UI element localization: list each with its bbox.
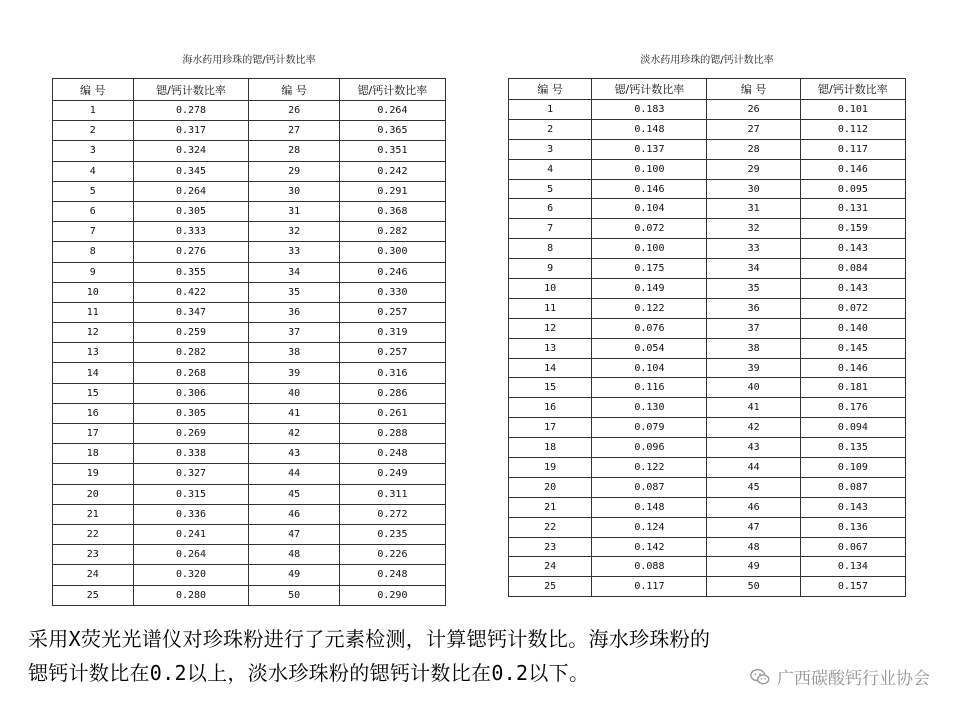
cell-no-left: 23 (53, 545, 134, 565)
cell-ratio-right: 0.235 (339, 524, 445, 544)
cell-ratio-left: 0.422 (133, 282, 249, 302)
cell-ratio-left: 0.338 (133, 444, 249, 464)
cell-ratio-right: 0.290 (339, 585, 445, 605)
table-row (53, 262, 446, 282)
cell-no-left: 21 (53, 504, 134, 524)
cell-ratio-left: 0.124 (592, 517, 707, 537)
table-row (509, 199, 906, 219)
cell-no-left: 23 (509, 537, 592, 557)
cell-no-right: 50 (707, 577, 800, 597)
cell-no-right: 31 (249, 201, 339, 221)
cell-no-right: 46 (249, 504, 339, 524)
cell-ratio-right: 0.248 (339, 565, 445, 585)
table-row (53, 464, 446, 484)
cell-no-right: 48 (707, 537, 800, 557)
cell-ratio-left: 0.137 (592, 139, 707, 159)
wechat-icon (749, 666, 771, 688)
seawater-ratio-table (52, 78, 446, 606)
cell-ratio-right: 0.316 (339, 363, 445, 383)
cell-ratio-left: 0.096 (592, 438, 707, 458)
table-row (53, 161, 446, 181)
cell-no-left: 7 (509, 219, 592, 239)
cell-no-right: 44 (707, 458, 800, 478)
cell-no-right: 30 (707, 179, 800, 199)
cell-ratio-right: 0.288 (339, 424, 445, 444)
cell-ratio-left: 0.305 (133, 201, 249, 221)
caption-line-2: 锶钙计数比在0.2以上，淡水珍珠粉的锶钙计数比在0.2以下。 (28, 661, 590, 685)
header-no-1: 编 号 (509, 79, 592, 100)
cell-no-left: 2 (53, 121, 134, 141)
table-row (53, 504, 446, 524)
table-row (509, 179, 906, 199)
cell-no-right: 27 (707, 119, 800, 139)
cell-ratio-left: 0.076 (592, 318, 707, 338)
cell-ratio-right: 0.136 (800, 517, 905, 537)
cell-ratio-right: 0.368 (339, 201, 445, 221)
cell-ratio-left: 0.117 (592, 577, 707, 597)
cell-no-left: 18 (509, 438, 592, 458)
seawater-table-panel (52, 48, 446, 606)
cell-no-left: 10 (53, 282, 134, 302)
cell-no-left: 3 (509, 139, 592, 159)
cell-ratio-left: 0.175 (592, 259, 707, 279)
seawater-table-title: 海水药用珍珠的锶/钙计数比率 (182, 55, 316, 66)
cell-ratio-right: 0.145 (800, 338, 905, 358)
cell-no-right: 35 (249, 282, 339, 302)
header-no-2: 编 号 (707, 79, 800, 100)
cell-no-right: 43 (707, 438, 800, 458)
cell-ratio-left: 0.100 (592, 239, 707, 259)
cell-ratio-left: 0.315 (133, 484, 249, 504)
cell-no-right: 31 (707, 199, 800, 219)
cell-ratio-right: 0.246 (339, 262, 445, 282)
cell-no-left: 19 (509, 458, 592, 478)
table-row (509, 259, 906, 279)
cell-ratio-left: 0.116 (592, 378, 707, 398)
cell-no-right: 32 (249, 222, 339, 242)
cell-no-left: 13 (509, 338, 592, 358)
table-row (509, 517, 906, 537)
cell-no-left: 19 (53, 464, 134, 484)
cell-no-right: 49 (249, 565, 339, 585)
cell-ratio-right: 0.135 (800, 438, 905, 458)
cell-no-left: 1 (509, 100, 592, 120)
cell-ratio-left: 0.345 (133, 161, 249, 181)
cell-no-left: 25 (53, 585, 134, 605)
table-row (53, 343, 446, 363)
cell-ratio-left: 0.146 (592, 179, 707, 199)
cell-no-right: 47 (707, 517, 800, 537)
cell-no-right: 33 (707, 239, 800, 259)
table-row (53, 121, 446, 141)
cell-no-left: 6 (53, 201, 134, 221)
cell-no-right: 28 (707, 139, 800, 159)
header-no-2: 编 号 (249, 79, 339, 101)
cell-ratio-right: 0.143 (800, 239, 905, 259)
cell-no-right: 33 (249, 242, 339, 262)
cell-no-right: 32 (707, 219, 800, 239)
table-row (509, 458, 906, 478)
freshwater-table-title: 淡水药用珍珠的锶/钙计数比率 (640, 55, 774, 66)
cell-ratio-right: 0.094 (800, 418, 905, 438)
cell-no-right: 42 (707, 418, 800, 438)
table-row (509, 100, 906, 120)
table-row (53, 282, 446, 302)
cell-no-left: 17 (53, 424, 134, 444)
cell-no-left: 12 (509, 318, 592, 338)
cell-no-right: 36 (249, 302, 339, 322)
cell-ratio-right: 0.264 (339, 101, 445, 121)
cell-no-right: 34 (249, 262, 339, 282)
table-row (53, 323, 446, 343)
cell-ratio-left: 0.087 (592, 477, 707, 497)
table-row (53, 524, 446, 544)
cell-ratio-right: 0.330 (339, 282, 445, 302)
cell-no-left: 22 (509, 517, 592, 537)
freshwater-table-panel (508, 48, 906, 597)
cell-no-right: 49 (707, 557, 800, 577)
table-row (509, 318, 906, 338)
cell-no-right: 48 (249, 545, 339, 565)
cell-ratio-right: 0.282 (339, 222, 445, 242)
table-row (53, 424, 446, 444)
cell-ratio-right: 0.226 (339, 545, 445, 565)
cell-ratio-left: 0.333 (133, 222, 249, 242)
table-row (509, 418, 906, 438)
cell-ratio-right: 0.109 (800, 458, 905, 478)
cell-no-left: 6 (509, 199, 592, 219)
table-row (53, 302, 446, 322)
cell-no-left: 18 (53, 444, 134, 464)
cell-ratio-left: 0.305 (133, 403, 249, 423)
cell-ratio-right: 0.112 (800, 119, 905, 139)
cell-ratio-right: 0.101 (800, 100, 905, 120)
cell-no-left: 13 (53, 343, 134, 363)
cell-ratio-right: 0.134 (800, 557, 905, 577)
table-row (509, 119, 906, 139)
cell-no-right: 39 (707, 358, 800, 378)
cell-ratio-right: 0.261 (339, 403, 445, 423)
cell-no-left: 24 (509, 557, 592, 577)
cell-no-right: 30 (249, 181, 339, 201)
cell-ratio-left: 0.324 (133, 141, 249, 161)
table-header-row (509, 79, 906, 100)
cell-ratio-left: 0.088 (592, 557, 707, 577)
cell-ratio-right: 0.286 (339, 383, 445, 403)
cell-no-left: 8 (53, 242, 134, 262)
cell-ratio-left: 0.100 (592, 159, 707, 179)
cell-no-right: 40 (249, 383, 339, 403)
table-row (509, 159, 906, 179)
watermark (749, 664, 930, 689)
cell-ratio-left: 0.264 (133, 545, 249, 565)
cell-ratio-left: 0.104 (592, 358, 707, 378)
cell-no-left: 2 (509, 119, 592, 139)
cell-ratio-left: 0.306 (133, 383, 249, 403)
header-ratio-2: 锶/钙计数比率 (800, 79, 905, 100)
cell-ratio-left: 0.148 (592, 119, 707, 139)
cell-no-right: 28 (249, 141, 339, 161)
watermark-text: 广西碳酸钙行业协会 (777, 669, 930, 689)
table-row (509, 219, 906, 239)
cell-no-left: 21 (509, 497, 592, 517)
cell-no-right: 46 (707, 497, 800, 517)
table-row (53, 444, 446, 464)
header-ratio-1: 锶/钙计数比率 (592, 79, 707, 100)
cell-no-left: 5 (509, 179, 592, 199)
cell-no-left: 22 (53, 524, 134, 544)
cell-no-left: 10 (509, 279, 592, 299)
cell-ratio-left: 0.317 (133, 121, 249, 141)
header-no-1: 编 号 (53, 79, 134, 101)
cell-no-left: 1 (53, 101, 134, 121)
cell-ratio-left: 0.347 (133, 302, 249, 322)
table-row (509, 438, 906, 458)
cell-no-right: 36 (707, 298, 800, 318)
cell-ratio-left: 0.130 (592, 398, 707, 418)
cell-no-right: 37 (707, 318, 800, 338)
cell-no-left: 15 (509, 378, 592, 398)
cell-no-right: 26 (707, 100, 800, 120)
cell-no-right: 41 (249, 403, 339, 423)
cell-no-right: 27 (249, 121, 339, 141)
table-row (509, 338, 906, 358)
cell-no-right: 45 (249, 484, 339, 504)
cell-ratio-right: 0.131 (800, 199, 905, 219)
table-row (53, 565, 446, 585)
cell-ratio-left: 0.320 (133, 565, 249, 585)
cell-no-right: 38 (249, 343, 339, 363)
cell-no-left: 9 (509, 259, 592, 279)
table-row (53, 201, 446, 221)
cell-no-right: 29 (707, 159, 800, 179)
table-row (53, 181, 446, 201)
cell-ratio-left: 0.072 (592, 219, 707, 239)
cell-ratio-right: 0.143 (800, 279, 905, 299)
cell-no-left: 8 (509, 239, 592, 259)
cell-ratio-left: 0.122 (592, 458, 707, 478)
cell-ratio-right: 0.249 (339, 464, 445, 484)
cell-ratio-right: 0.291 (339, 181, 445, 201)
cell-ratio-left: 0.268 (133, 363, 249, 383)
table-row (53, 585, 446, 605)
header-ratio-2: 锶/钙计数比率 (339, 79, 445, 101)
table-row (53, 484, 446, 504)
cell-no-right: 34 (707, 259, 800, 279)
cell-ratio-left: 0.269 (133, 424, 249, 444)
cell-no-right: 44 (249, 464, 339, 484)
cell-no-left: 11 (53, 302, 134, 322)
cell-ratio-right: 0.272 (339, 504, 445, 524)
cell-ratio-left: 0.148 (592, 497, 707, 517)
table-row (509, 477, 906, 497)
cell-no-right: 37 (249, 323, 339, 343)
cell-no-left: 14 (53, 363, 134, 383)
table-row (509, 577, 906, 597)
cell-ratio-right: 0.087 (800, 477, 905, 497)
cell-no-left: 4 (509, 159, 592, 179)
cell-no-left: 12 (53, 323, 134, 343)
table-row (509, 557, 906, 577)
cell-ratio-right: 0.311 (339, 484, 445, 504)
cell-no-left: 16 (509, 398, 592, 418)
cell-ratio-left: 0.079 (592, 418, 707, 438)
cell-ratio-right: 0.248 (339, 444, 445, 464)
cell-ratio-right: 0.143 (800, 497, 905, 517)
table-row (509, 279, 906, 299)
table-row (53, 141, 446, 161)
cell-no-right: 29 (249, 161, 339, 181)
table-row (53, 222, 446, 242)
table-row (509, 239, 906, 259)
table-row (509, 398, 906, 418)
table-row (509, 497, 906, 517)
cell-ratio-left: 0.183 (592, 100, 707, 120)
cell-ratio-right: 0.157 (800, 577, 905, 597)
cell-ratio-right: 0.319 (339, 323, 445, 343)
table-header-row (53, 79, 446, 101)
cell-ratio-right: 0.159 (800, 219, 905, 239)
cell-ratio-left: 0.327 (133, 464, 249, 484)
cell-ratio-left: 0.336 (133, 504, 249, 524)
cell-ratio-right: 0.072 (800, 298, 905, 318)
table-row (53, 403, 446, 423)
cell-ratio-left: 0.276 (133, 242, 249, 262)
cell-no-right: 45 (707, 477, 800, 497)
cell-ratio-left: 0.278 (133, 101, 249, 121)
cell-no-left: 24 (53, 565, 134, 585)
cell-no-left: 11 (509, 298, 592, 318)
cell-no-left: 25 (509, 577, 592, 597)
cell-ratio-left: 0.264 (133, 181, 249, 201)
cell-ratio-left: 0.149 (592, 279, 707, 299)
cell-ratio-left: 0.259 (133, 323, 249, 343)
cell-ratio-right: 0.181 (800, 378, 905, 398)
cell-no-right: 42 (249, 424, 339, 444)
cell-no-right: 47 (249, 524, 339, 544)
cell-ratio-left: 0.142 (592, 537, 707, 557)
table-row (53, 101, 446, 121)
cell-ratio-left: 0.355 (133, 262, 249, 282)
cell-no-left: 9 (53, 262, 134, 282)
table-row (509, 378, 906, 398)
cell-ratio-right: 0.140 (800, 318, 905, 338)
cell-ratio-left: 0.280 (133, 585, 249, 605)
cell-no-right: 26 (249, 101, 339, 121)
cell-no-left: 16 (53, 403, 134, 423)
cell-no-left: 15 (53, 383, 134, 403)
table-row (53, 363, 446, 383)
cell-ratio-right: 0.351 (339, 141, 445, 161)
table-row (509, 358, 906, 378)
table-row (509, 298, 906, 318)
cell-ratio-right: 0.146 (800, 159, 905, 179)
cell-ratio-left: 0.104 (592, 199, 707, 219)
freshwater-ratio-table (508, 78, 906, 597)
cell-no-right: 40 (707, 378, 800, 398)
cell-ratio-right: 0.146 (800, 358, 905, 378)
cell-no-right: 38 (707, 338, 800, 358)
cell-no-right: 43 (249, 444, 339, 464)
cell-ratio-left: 0.282 (133, 343, 249, 363)
cell-no-left: 5 (53, 181, 134, 201)
cell-no-left: 4 (53, 161, 134, 181)
caption-line-1: 采用X荧光光谱仪对珍珠粉进行了元素检测，计算锶钙计数比。海水珍珠粉的 (28, 627, 711, 651)
cell-ratio-right: 0.300 (339, 242, 445, 262)
cell-ratio-right: 0.117 (800, 139, 905, 159)
table-row (53, 383, 446, 403)
cell-ratio-right: 0.084 (800, 259, 905, 279)
cell-ratio-right: 0.242 (339, 161, 445, 181)
cell-ratio-left: 0.241 (133, 524, 249, 544)
cell-no-left: 3 (53, 141, 134, 161)
cell-ratio-left: 0.122 (592, 298, 707, 318)
cell-no-right: 35 (707, 279, 800, 299)
cell-ratio-right: 0.095 (800, 179, 905, 199)
cell-no-left: 20 (53, 484, 134, 504)
cell-no-left: 14 (509, 358, 592, 378)
cell-ratio-right: 0.257 (339, 302, 445, 322)
table-row (53, 545, 446, 565)
table-row (509, 139, 906, 159)
cell-no-right: 39 (249, 363, 339, 383)
table-row (509, 537, 906, 557)
table-row (53, 242, 446, 262)
cell-ratio-right: 0.365 (339, 121, 445, 141)
cell-ratio-right: 0.067 (800, 537, 905, 557)
cell-ratio-left: 0.054 (592, 338, 707, 358)
cell-no-left: 17 (509, 418, 592, 438)
cell-no-right: 50 (249, 585, 339, 605)
header-ratio-1: 锶/钙计数比率 (133, 79, 249, 101)
cell-ratio-right: 0.257 (339, 343, 445, 363)
cell-no-left: 7 (53, 222, 134, 242)
cell-no-right: 41 (707, 398, 800, 418)
cell-no-left: 20 (509, 477, 592, 497)
cell-ratio-right: 0.176 (800, 398, 905, 418)
